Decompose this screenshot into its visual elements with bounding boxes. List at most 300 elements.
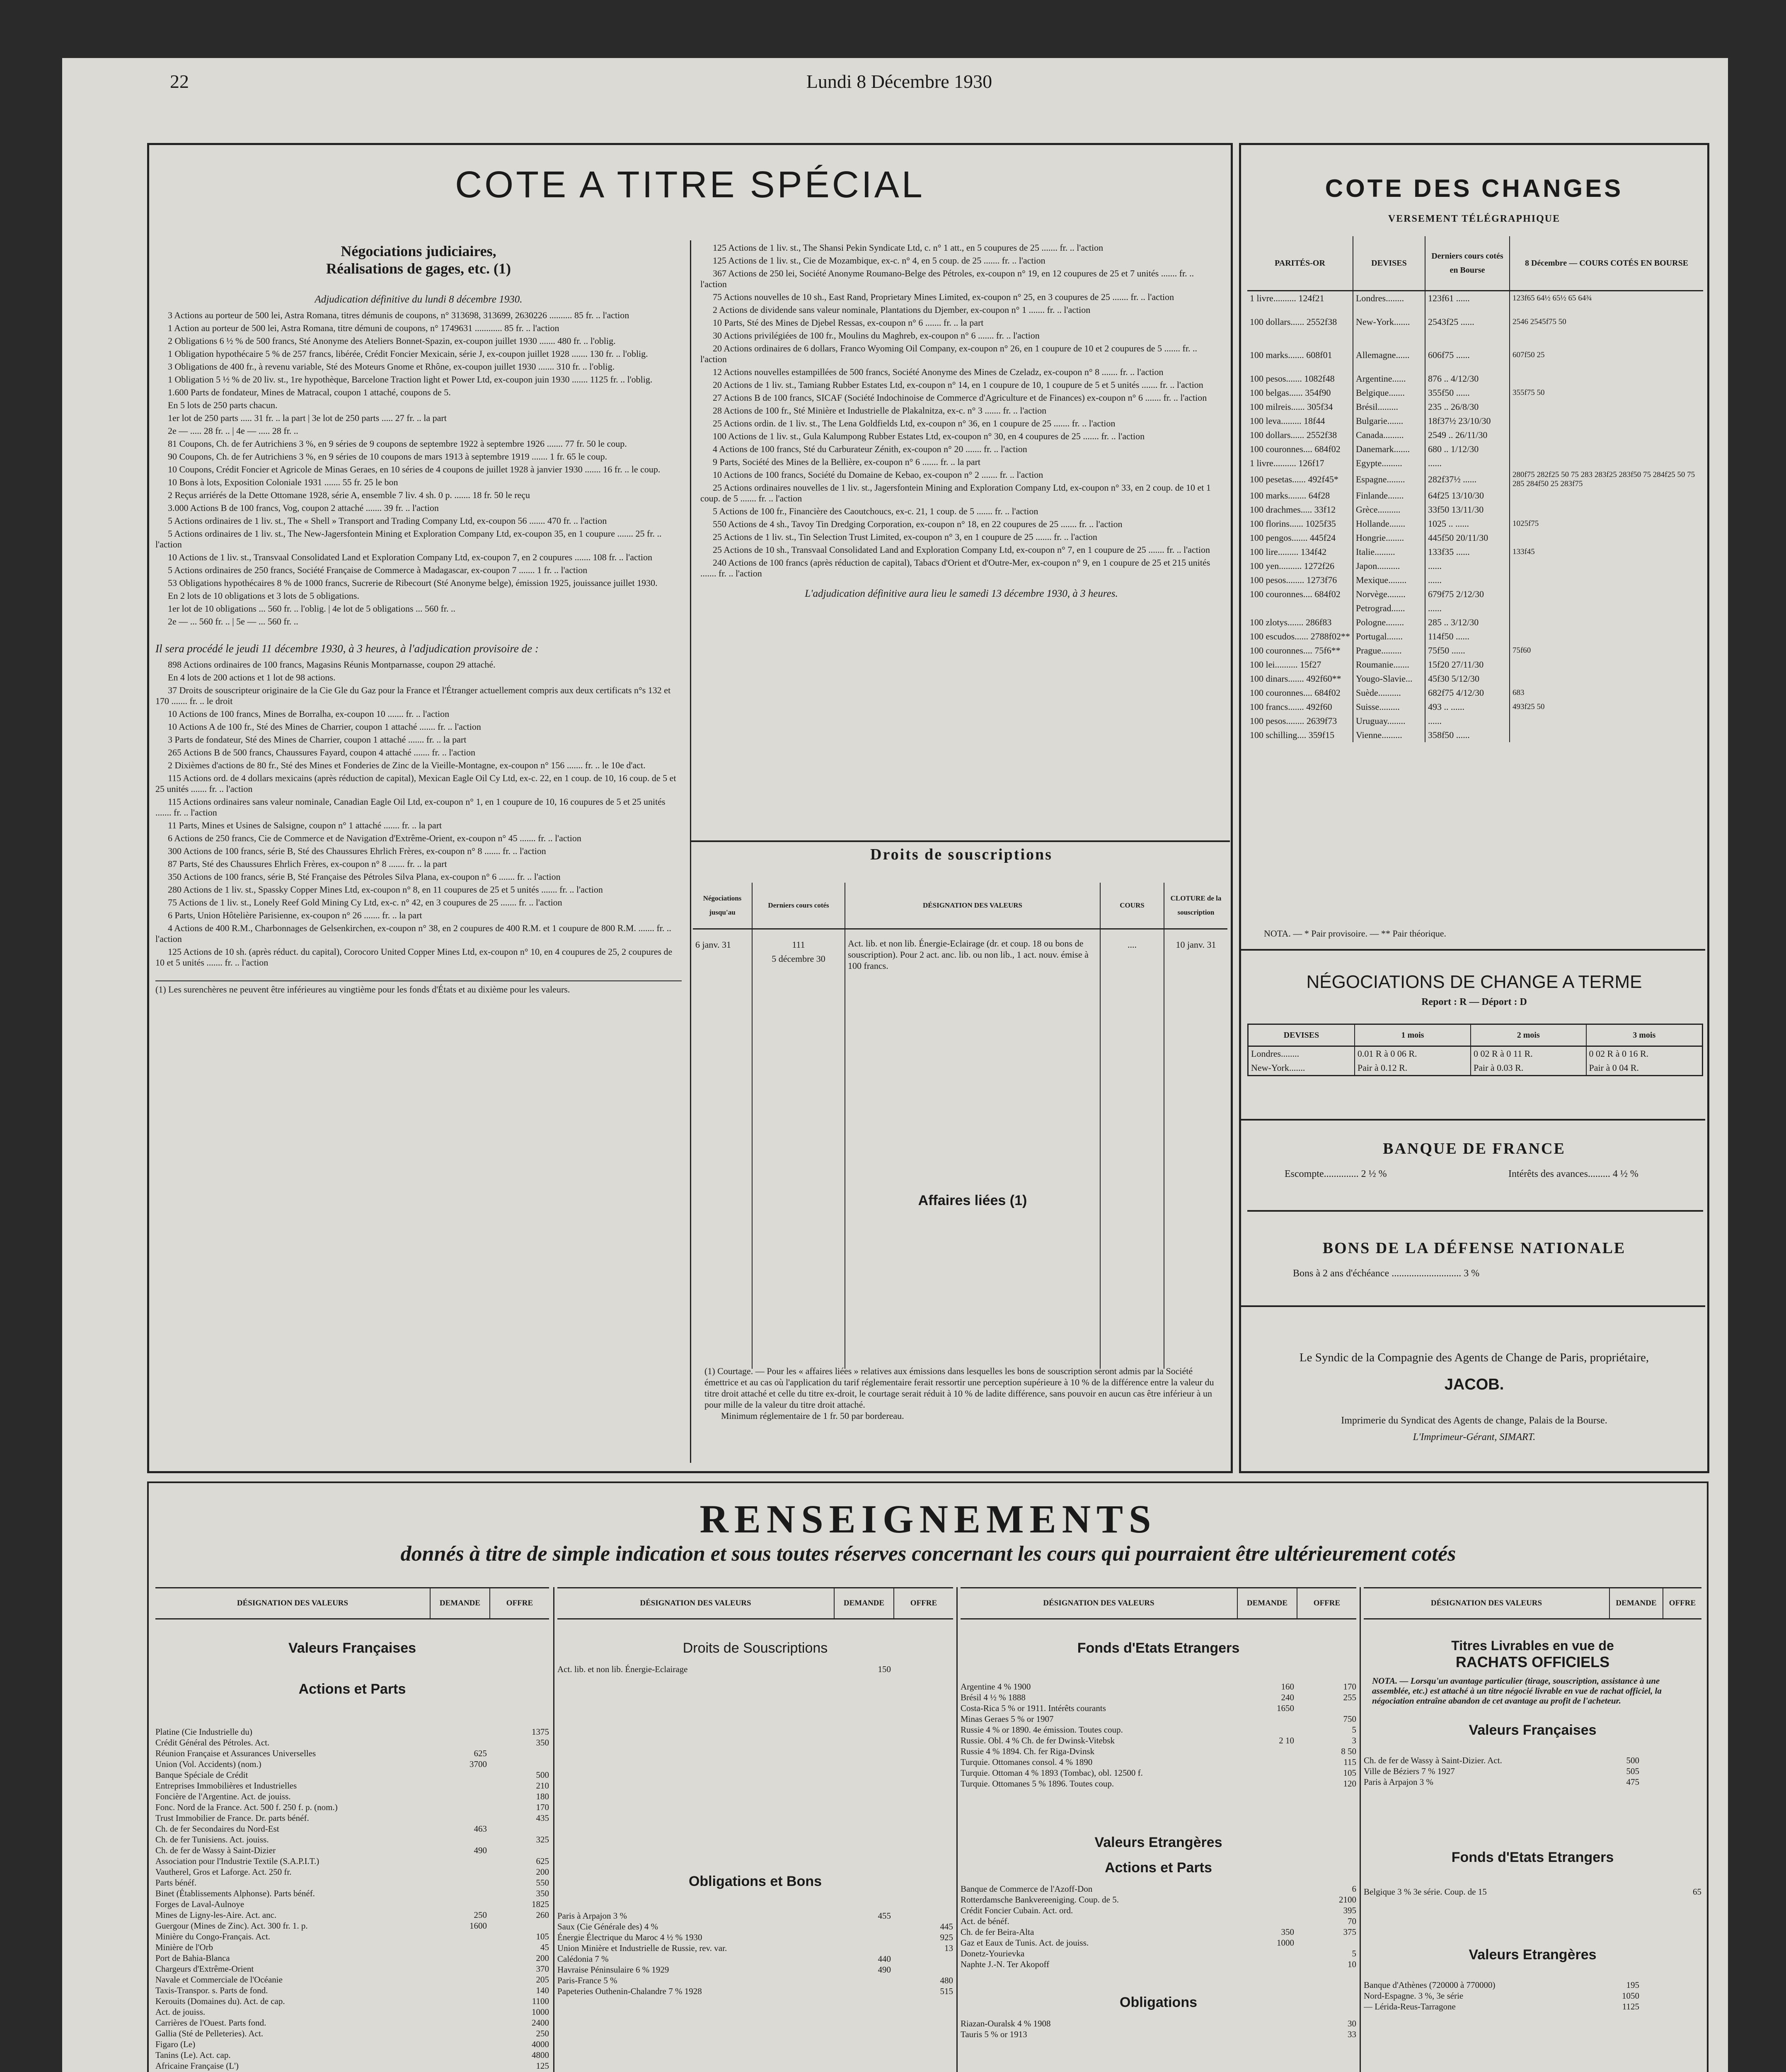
changes-row xyxy=(1247,615,1703,629)
changes-cell: 100 marks....... 608f01 xyxy=(1247,339,1353,372)
changes-row xyxy=(1247,672,1703,686)
changes-header-cours: 8 Décembre — COURS COTÉS EN BOURSE xyxy=(1510,236,1703,291)
changes-title: COTE DES CHANGES xyxy=(1325,174,1624,202)
listing-line: 1er lot de 10 obligations ... 560 fr. .. l'oblig. | 4e lot de 5 obligations ... 560 fr. .. xyxy=(168,603,455,614)
changes-cell xyxy=(1510,442,1703,456)
value-demande: 500 xyxy=(1626,1755,1639,1765)
listing-line: En 2 lots de 10 obligations et 3 lots de 5 obligations. xyxy=(168,591,359,601)
terme-cell: Pair à 0 04 R. xyxy=(1589,1063,1639,1073)
value-offre: 4000 xyxy=(532,2039,549,2049)
value-offre: 65 xyxy=(1693,1887,1701,1897)
value-row xyxy=(961,1767,1356,1778)
value-demande: 490 xyxy=(474,1845,487,1855)
value-demande xyxy=(425,2028,487,2039)
changes-cell: 285 .. 3/12/30 xyxy=(1425,615,1510,629)
rs-col-3 xyxy=(961,1587,1356,2040)
value-offre xyxy=(891,1953,953,1964)
value-row xyxy=(155,2050,549,2060)
rs2-h-demande: DEMANDE xyxy=(834,1588,894,1619)
changes-cell xyxy=(1510,559,1703,573)
value-row xyxy=(961,1724,1356,1735)
listing-line: 75 Actions de 1 liv. st., Lonely Reef Gold Mining Cy Ltd, ex-c. n° 42, en 3 coupures de 25 ....... fr. .. l'action xyxy=(168,897,562,908)
changes-cell: 100 pesos....... 1082f48 xyxy=(1247,372,1353,386)
changes-cell: 100 couronnes.... 684f02 xyxy=(1247,587,1353,601)
value-name: Trust Immobilier de France. Dr. parts bénéf. xyxy=(155,1813,309,1823)
changes-cell: Uruguay........ xyxy=(1353,714,1425,728)
listing-line: 20 Actions de 1 liv. st., Tamiang Rubber Estates Ltd, ex-coupon n° 14, en 1 coupure de 10, 1 coupure de 5 et 5 unités ....... fr. .. l'action xyxy=(713,380,1203,390)
renseignements-subtitle: donnés à titre de simple indication et sous toutes réserves concernant les cours qui pourraient être ultérieurement cotés xyxy=(400,1542,1456,1566)
changes-row xyxy=(1247,517,1703,531)
changes-cell: 682f75 4/12/30 xyxy=(1425,686,1510,700)
listing-line: 125 Actions de 1 liv. st., Cie de Mozambique, ex-c. n° 4, en 5 coup. de 25 ....... fr. .. l'action xyxy=(713,255,1045,266)
value-row xyxy=(155,1726,549,1737)
value-demande xyxy=(425,1813,487,1823)
listing-line: En 4 lots de 200 actions et 1 lot de 98 actions. xyxy=(168,672,336,683)
value-row xyxy=(155,2028,549,2039)
value-demande: 150 xyxy=(878,1664,891,1674)
listing-line: 10 Actions de 1 liv. st., Transvaal Consolidated Land et Exploration Company Ltd, ex-coupon 7, en 2 coupures ....... 108 fr. .. l'action xyxy=(168,552,652,562)
listing-line: 1 Obligation 5 ½ % de 20 liv. st., 1re hypothèque, Barcelone Traction light et Power Ltd, ex-coupon juin 1930 ....... 1125 fr. .. l'oblig. xyxy=(168,374,653,385)
changes-cell xyxy=(1510,573,1703,587)
changes-cell xyxy=(1510,714,1703,728)
terme-cell: Pair à 0.03 R. xyxy=(1471,1061,1586,1076)
value-name: Gallia (Sté de Pelleteries). Act. xyxy=(155,2028,264,2038)
value-row xyxy=(155,1985,549,1996)
section-title: Négociations judiciaires, xyxy=(341,243,496,259)
value-offre: 170 xyxy=(536,1802,549,1812)
terme-cell: 0 02 R à 0 16 R. xyxy=(1589,1048,1649,1059)
changes-cell: 280f75 282f25 50 75 283 283f25 283f50 75 284f25 50 75 285 284f50 25 283f75 xyxy=(1512,470,1695,488)
listing-line: 10 Actions A de 100 fr., Sté des Mines de Charrier, coupon 1 attaché ....... fr. .. l'action xyxy=(168,721,481,732)
banque-rule xyxy=(1241,1119,1705,1121)
value-name: Paris-France 5 % xyxy=(557,1975,617,1985)
rs4-sec3: Valeurs Etrangères xyxy=(1469,1947,1597,1963)
changes-cell: 100 pengos....... 445f24 xyxy=(1247,531,1353,545)
rs4-rows1 xyxy=(1364,1755,1701,1787)
value-demande: 240 xyxy=(1281,1692,1294,1702)
listing-line: 27 Actions B de 100 francs, SICAF (Société Indochinoise de Commerce d'Agriculture et de Finances) ex-coupon n° 6 ....... fr. .. l'action xyxy=(713,392,1207,403)
value-name: Ch. de fer de Wassy à Saint-Dizier xyxy=(155,1845,276,1855)
listing-line: 3 Obligations de 400 fr., à revenu variable, Sté des Moteurs Gnome et Rhône, ex-coupon juillet 1930 ....... 310 fr. .. l'oblig. xyxy=(168,361,615,372)
value-name: Ch. de fer Secondaires du Nord-Est xyxy=(155,1824,279,1834)
value-demande: 160 xyxy=(1281,1682,1294,1692)
changes-cell: 100 florins...... 1025f35 xyxy=(1247,517,1353,531)
changes-row xyxy=(1247,531,1703,545)
cote-left-column xyxy=(155,242,682,995)
value-demande xyxy=(1232,1948,1294,1959)
value-demande xyxy=(425,2060,487,2071)
listing-line: 3.000 Actions B de 100 francs, Vog, coupon 2 attaché ....... 39 fr. .. l'action xyxy=(168,503,439,513)
value-row xyxy=(1364,1990,1701,2001)
listing-line: 100 Actions de 1 liv. st., Gula Kalumpong Rubber Estates Ltd, ex-coupon n° 30, en 4 coupures de 25 ....... fr. .. l'action xyxy=(713,431,1145,441)
listing-line: 11 Parts, Mines et Usines de Salsigne, coupon n° 1 attaché ....... fr. .. la part xyxy=(168,820,442,830)
value-offre: 105 xyxy=(1343,1768,1356,1778)
value-row xyxy=(557,1986,953,1997)
value-demande xyxy=(1232,1916,1294,1927)
value-row xyxy=(155,1974,549,1985)
droits-header-cours: Derniers cours cotés xyxy=(752,883,845,929)
value-demande: 455 xyxy=(878,1911,891,1921)
value-row xyxy=(1364,1980,1701,1990)
value-offre: 1000 xyxy=(532,2007,549,2017)
listing-line: 5 Actions ordinaires de 1 liv. st., The « Shell » Transport and Trading Company Ltd, ex-coupon 56 ....... 470 fr. .. l'action xyxy=(168,516,607,526)
value-demande xyxy=(1232,1883,1294,1894)
rs1-sec2: Actions et Parts xyxy=(298,1681,406,1697)
terme-h1: 1 mois xyxy=(1355,1024,1471,1046)
value-row xyxy=(155,2039,549,2050)
changes-cell: ...... xyxy=(1425,559,1510,573)
value-row xyxy=(155,2017,549,2028)
listing-line: 6 Parts, Union Hôtelière Parisienne, ex-coupon n° 26 ....... fr. .. la part xyxy=(168,910,422,920)
value-offre: 10 xyxy=(1348,1959,1356,1969)
changes-header-devises: DEVISES xyxy=(1353,236,1425,291)
value-row xyxy=(155,1963,549,1974)
listing-line: 25 Actions de 1 liv. st., Tin Selection Trust Limited, ex-coupon n° 3, en 1 coupure de 25 ....... fr. .. l'action xyxy=(713,532,1097,542)
value-row xyxy=(557,1953,953,1964)
listing-line: 90 Coupons, Ch. de fer Autrichiens 3 %, en 9 séries de 10 coupons de mars 1913 à septembre 1919 ....... 1 fr. 65 le coup. xyxy=(168,451,607,462)
changes-cell: ...... xyxy=(1425,714,1510,728)
value-offre: 480 xyxy=(940,1975,953,1985)
value-name: Fonc. Nord de la France. Act. 500 f. 250 f. p. (nom.) xyxy=(155,1802,338,1812)
changes-row xyxy=(1247,629,1703,644)
value-demande xyxy=(1232,1894,1294,1905)
value-demande xyxy=(425,1899,487,1910)
value-offre xyxy=(1639,1755,1701,1766)
changes-cell: New-York....... xyxy=(1353,305,1425,339)
value-offre: 260 xyxy=(536,1910,549,1920)
value-name: Brésil 4 ½ % 1888 xyxy=(961,1692,1026,1702)
changes-row xyxy=(1247,470,1703,489)
rs3-rows3 xyxy=(961,2018,1356,2040)
changes-row xyxy=(1247,686,1703,700)
value-row xyxy=(1364,1755,1701,1766)
changes-cell: 133f45 xyxy=(1512,547,1535,556)
value-row xyxy=(1364,1886,1701,1897)
value-offre xyxy=(487,1920,549,1931)
value-name: Tauris 5 % or 1913 xyxy=(961,2029,1027,2039)
value-name: Forges de Laval-Aulnoye xyxy=(155,1899,244,1909)
value-name: Paris à Arpajon 3 % xyxy=(1364,1777,1433,1787)
listing-line: 265 Actions B de 500 francs, Chaussures Fayard, coupon 4 attaché ....... fr. .. l'action xyxy=(168,747,476,758)
droits-dernier-cell xyxy=(752,929,845,1369)
changes-cell: 355f75 50 xyxy=(1512,388,1545,397)
changes-cell: 15f20 27/11/30 xyxy=(1425,658,1510,672)
value-offre: 125 xyxy=(536,2061,549,2071)
value-demande xyxy=(425,2017,487,2028)
changes-cell: Finlande....... xyxy=(1353,489,1425,503)
listing-line: 10 Actions de 100 francs, Société du Domaine de Kebao, ex-coupon n° 2 ....... fr. .. l'action xyxy=(713,470,1043,480)
listing-line: 3 Parts de fondateur, Sté des Mines de Charrier, coupon 1 attaché ....... fr. .. la part xyxy=(168,734,467,745)
value-offre: 325 xyxy=(536,1835,549,1844)
value-offre xyxy=(487,1759,549,1769)
value-offre xyxy=(487,1748,549,1759)
changes-cell: 100 belgas...... 354f90 xyxy=(1247,386,1353,400)
changes-cell: 100 pesos........ 2639f73 xyxy=(1247,714,1353,728)
value-row xyxy=(557,1932,953,1943)
banque-escompte: Escompte.............. 2 ½ % xyxy=(1285,1169,1387,1179)
changes-cell: 100 milreis...... 305f34 xyxy=(1247,400,1353,414)
value-name: Riazan-Ouralsk 4 % 1908 xyxy=(961,2019,1051,2028)
value-offre: 750 xyxy=(1343,1714,1356,1724)
rs1-h-designation: DÉSIGNATION DES VALEURS xyxy=(155,1588,430,1619)
value-row xyxy=(155,1931,549,1942)
value-offre xyxy=(487,1823,549,1834)
value-name: Réunion Française et Assurances Universelles xyxy=(155,1748,316,1758)
changes-cell xyxy=(1510,601,1703,615)
value-row xyxy=(961,1959,1356,1970)
value-name: Guergour (Mines de Zinc). Act. 300 fr. 1. p. xyxy=(155,1921,308,1931)
changes-cell xyxy=(1510,531,1703,545)
rs1-h-demande: DEMANDE xyxy=(430,1588,490,1619)
left-lines2 xyxy=(155,659,682,968)
value-demande xyxy=(425,1769,487,1780)
value-name: Union Minière et Industrielle de Russie, rev. var. xyxy=(557,1943,727,1953)
value-row xyxy=(557,1910,953,1921)
value-row xyxy=(961,1735,1356,1746)
value-row xyxy=(155,1942,549,1953)
changes-cell: 680 .. 1/12/30 xyxy=(1425,442,1510,456)
section-subtitle: Réalisations de gages, etc. (1) xyxy=(326,260,511,277)
value-offre xyxy=(1639,1766,1701,1777)
terme-cell: New-York....... xyxy=(1248,1061,1355,1076)
changes-row xyxy=(1247,442,1703,456)
value-offre: 5 xyxy=(1352,1725,1356,1735)
changes-cell: 100 couronnes.... 75f6** xyxy=(1247,644,1353,658)
rs1-h-offre: OFFRE xyxy=(490,1588,549,1619)
changes-cell xyxy=(1510,728,1703,742)
value-row xyxy=(155,1845,549,1856)
value-demande xyxy=(829,1986,891,1997)
value-name: Russie 4 % 1894. Ch. fer Riga-Dvinsk xyxy=(961,1746,1095,1756)
changes-cell: 100 dinars....... 492f60** xyxy=(1247,672,1353,686)
changes-cell: 64f25 13/10/30 xyxy=(1425,489,1510,503)
changes-row xyxy=(1247,414,1703,428)
value-row xyxy=(961,1916,1356,1927)
value-name: Vautherel, Gros et Laforge. Act. 250 fr. xyxy=(155,1867,292,1877)
value-demande xyxy=(829,1943,891,1953)
page-date: Lundi 8 Décembre 1930 xyxy=(806,71,992,92)
value-name: Platine (Cie Industrielle du) xyxy=(155,1727,252,1737)
value-demande xyxy=(1232,1767,1294,1778)
value-name: Banque d'Athènes (720000 à 770000) xyxy=(1364,1980,1496,1990)
value-offre: 3 xyxy=(1352,1736,1356,1745)
value-demande: 625 xyxy=(474,1748,487,1758)
value-demande xyxy=(1577,1886,1639,1897)
value-row xyxy=(155,1813,549,1823)
value-name: Donetz-Yourievka xyxy=(961,1949,1025,1958)
value-offre: 925 xyxy=(940,1932,953,1942)
changes-cell: 33f50 13/11/30 xyxy=(1425,503,1510,517)
listing-line: 280 Actions de 1 liv. st., Spassky Copper Mines Ltd, ex-coupon n° 8, en 11 coupures de 25 et 5 unités ....... fr. .. l'action xyxy=(168,884,603,895)
changes-cell: ...... xyxy=(1425,456,1510,470)
changes-cell xyxy=(1510,672,1703,686)
value-demande xyxy=(425,2007,487,2017)
rs4-h-demande: DEMANDE xyxy=(1609,1588,1663,1619)
value-name: Association pour l'Industrie Textile (S.A.P.I.T.) xyxy=(155,1856,319,1866)
value-offre: 515 xyxy=(940,1986,953,1996)
terme-rule xyxy=(1241,949,1705,951)
changes-row xyxy=(1247,714,1703,728)
value-demande: 440 xyxy=(878,1954,891,1964)
value-demande xyxy=(425,1866,487,1877)
listing-line: 25 Actions ordin. de 1 liv. st., The Lena Goldfields Ltd, ex-coupon n° 36, en 1 coupure de 25 ....... fr. .. l'action xyxy=(713,418,1116,428)
rs3-rows2 xyxy=(961,1883,1356,1970)
value-name: Act. lib. et non lib. Énergie-Eclairage xyxy=(557,1664,688,1674)
value-row xyxy=(155,1899,549,1910)
listing-line: 2 Actions de dividende sans valeur nominale, Plantations du Djember, ex-coupon n° 1 ....... fr. .. l'action xyxy=(713,305,1091,315)
changes-cell: Suisse......... xyxy=(1353,700,1425,714)
value-offre: 6 xyxy=(1352,1884,1356,1894)
rs2-h-designation: DÉSIGNATION DES VALEURS xyxy=(557,1588,834,1619)
changes-header-parites: PARITÉS-OR xyxy=(1247,236,1353,291)
value-offre: 30 xyxy=(1348,2019,1356,2028)
changes-row xyxy=(1247,372,1703,386)
terme-cell: 0.01 R à 0 06 R. xyxy=(1355,1046,1471,1061)
changes-cell xyxy=(1510,615,1703,629)
imprimerie: Imprimerie du Syndicat des Agents de change, Palais de la Bourse. xyxy=(1341,1415,1607,1426)
value-demande xyxy=(425,1834,487,1845)
value-row xyxy=(961,1883,1356,1894)
changes-cell: 100 dollars...... 2552f38 xyxy=(1247,305,1353,339)
changes-row xyxy=(1247,489,1703,503)
value-offre xyxy=(1294,1703,1356,1714)
value-row xyxy=(155,1910,549,1920)
changes-cell: Belgique....... xyxy=(1353,386,1425,400)
listing-line: 2 Reçus arriérés de la Dette Ottomane 1928, série A, ensemble 7 liv. 4 sh. 0 p. ....... 18 fr. 50 le reçu xyxy=(168,490,530,500)
changes-cell: Espagne........ xyxy=(1353,470,1425,489)
changes-cell: 606f75 ...... xyxy=(1425,339,1510,372)
changes-cell: 100 leva......... 18f44 xyxy=(1247,414,1353,428)
value-name: Kerouits (Domaines du). Act. de cap. xyxy=(155,1996,285,2006)
rs3-h-demande: DEMANDE xyxy=(1237,1588,1297,1619)
value-offre: 435 xyxy=(536,1813,549,1823)
value-name: Argentine 4 % 1900 xyxy=(961,1682,1031,1692)
terme-row xyxy=(1248,1046,1703,1061)
changes-cell: 100 marks........ 64f28 xyxy=(1247,489,1353,503)
value-offre: 8 50 xyxy=(1341,1746,1356,1756)
value-offre: 33 xyxy=(1348,2029,1356,2039)
value-offre: 13 xyxy=(944,1943,953,1953)
value-offre xyxy=(1639,1990,1701,2001)
value-row xyxy=(155,1780,549,1791)
value-row xyxy=(961,1714,1356,1724)
value-offre: 45 xyxy=(540,1942,549,1952)
rs4-sec1: Valeurs Françaises xyxy=(1469,1722,1597,1738)
changes-cell: Canada......... xyxy=(1353,428,1425,442)
value-demande xyxy=(1232,1746,1294,1757)
value-offre: 1100 xyxy=(532,1996,549,2006)
listing-line: 9 Parts, Société des Mines de la Bellière, ex-coupon n° 6 ....... fr. .. la part xyxy=(713,457,981,467)
value-name: Costa-Rica 5 % or 1911. Intérêts courants xyxy=(961,1703,1106,1713)
droits-header-cloture: CLOTURE de la souscription xyxy=(1164,883,1227,929)
changes-row xyxy=(1247,400,1703,414)
changes-cell xyxy=(1510,587,1703,601)
value-name: Africaine Française (L') xyxy=(155,2061,239,2071)
changes-cell: Londres........ xyxy=(1353,291,1425,306)
changes-cell: 100 couronnes.... 684f02 xyxy=(1247,686,1353,700)
value-name: — Lérida-Reus-Tarragone xyxy=(1364,2002,1456,2011)
value-demande xyxy=(425,1953,487,1963)
value-row xyxy=(155,1802,549,1813)
value-name: Foncière de l'Argentine. Act. de jouiss. xyxy=(155,1791,291,1801)
listing-line: 2 Obligations 6 ½ % de 500 francs, Sté Anonyme des Ateliers Bonnet-Spazin, ex-coupon juillet 1930 ....... 480 fr. .. l'oblig. xyxy=(168,336,616,346)
changes-cell: 1025f75 xyxy=(1512,519,1539,528)
value-row xyxy=(557,1921,953,1932)
value-demande xyxy=(425,1888,487,1899)
bons-title: BONS DE LA DÉFENSE NATIONALE xyxy=(1322,1239,1626,1257)
listing-line: 2 Dixièmes d'actions de 80 fr., Sté des Mines et Fonderies de Zinc de la Vieille-Montagne, ex-coupon n° 156 ....... fr. .. le 10e d'act. xyxy=(168,760,646,770)
value-row xyxy=(961,1905,1356,1916)
syndic: Le Syndic de la Compagnie des Agents de Change de Paris, propriétaire, xyxy=(1299,1351,1649,1364)
mid-lines xyxy=(700,242,1222,579)
value-demande xyxy=(1232,1905,1294,1916)
changes-row xyxy=(1247,728,1703,742)
changes-cell: Japon.......... xyxy=(1353,559,1425,573)
value-name: Minas Geraes 5 % or 1907 xyxy=(961,1714,1054,1724)
value-row xyxy=(961,1948,1356,1959)
value-offre: 350 xyxy=(536,1888,549,1898)
changes-row xyxy=(1247,428,1703,442)
value-demande xyxy=(425,1996,487,2007)
page-number: 22 xyxy=(170,71,189,92)
value-offre: 200 xyxy=(536,1953,549,1963)
changes-row xyxy=(1247,559,1703,573)
changes-cell: Mexique........ xyxy=(1353,573,1425,587)
changes-cell: Pologne........ xyxy=(1353,615,1425,629)
changes-cell: 100 drachmes..... 33f12 xyxy=(1247,503,1353,517)
value-offre: 1375 xyxy=(532,1727,549,1737)
renseignements-title: RENSEIGNEMENTS xyxy=(699,1497,1157,1541)
value-name: Paris à Arpajon 3 % xyxy=(557,1911,627,1921)
rs3-h-offre: OFFRE xyxy=(1297,1588,1356,1619)
droits-dernier-date: 5 décembre 30 xyxy=(772,954,825,964)
value-name: Turquie. Ottomanes 5 % 1896. Toutes coup. xyxy=(961,1779,1114,1789)
value-offre: 350 xyxy=(536,1738,549,1748)
value-row xyxy=(155,1866,549,1877)
changes-cell: 100 yen.......... 1272f26 xyxy=(1247,559,1353,573)
value-offre: 115 xyxy=(1343,1757,1356,1767)
changes-cell: 100 francs....... 492f60 xyxy=(1247,700,1353,714)
listing-line: 125 Actions de 1 liv. st., The Shansi Pekin Syndicate Ltd, c. n° 1 att., en 5 coupures de 25 ....... fr. .. l'action xyxy=(713,242,1104,253)
changes-cell: 679f75 2/12/30 xyxy=(1425,587,1510,601)
changes-cell: Allemagne...... xyxy=(1353,339,1425,372)
changes-cell: Prague......... xyxy=(1353,644,1425,658)
value-row xyxy=(961,1757,1356,1767)
value-demande xyxy=(1232,1959,1294,1970)
value-row xyxy=(961,1937,1356,1948)
value-demande xyxy=(425,1963,487,1974)
changes-cell: Portugal....... xyxy=(1353,629,1425,644)
adjudication-jeudi: Il sera procédé le jeudi 11 décembre 1930, à 3 heures, à l'adjudication provisoire de : xyxy=(155,642,539,655)
changes-cell: 493 .. ...... xyxy=(1425,700,1510,714)
value-demande xyxy=(829,1921,891,1932)
listing-line: 300 Actions de 100 francs, série B, Sté des Chaussures Ehrlich Frères, ex-coupon n° 8 ....... fr. .. l'action xyxy=(168,846,546,856)
droits-header-designation: DÉSIGNATION DES VALEURS xyxy=(845,883,1100,929)
rs4-rows2 xyxy=(1364,1886,1701,1897)
left-lines xyxy=(155,310,682,627)
rs-divider-1 xyxy=(553,1587,554,2072)
value-offre: 445 xyxy=(940,1922,953,1932)
changes-row xyxy=(1247,291,1703,306)
listing-line: 1er lot de 250 parts ..... 31 fr. .. la part | 3e lot de 250 parts ..... 27 fr. .. la part xyxy=(168,413,447,423)
value-offre xyxy=(891,1964,953,1975)
listing-line: 4 Actions de 100 francs, Sté du Carburateur Zénith, ex-coupon n° 20 ....... fr. .. l'action xyxy=(713,444,1027,454)
changes-row xyxy=(1247,545,1703,559)
droits-cloture: 10 janv. 31 xyxy=(1176,939,1216,950)
value-demande xyxy=(425,1856,487,1866)
rs4-h-designation: DÉSIGNATION DES VALEURS xyxy=(1364,1588,1609,1619)
rs2-sec1: Droits de Souscriptions xyxy=(682,1640,828,1656)
